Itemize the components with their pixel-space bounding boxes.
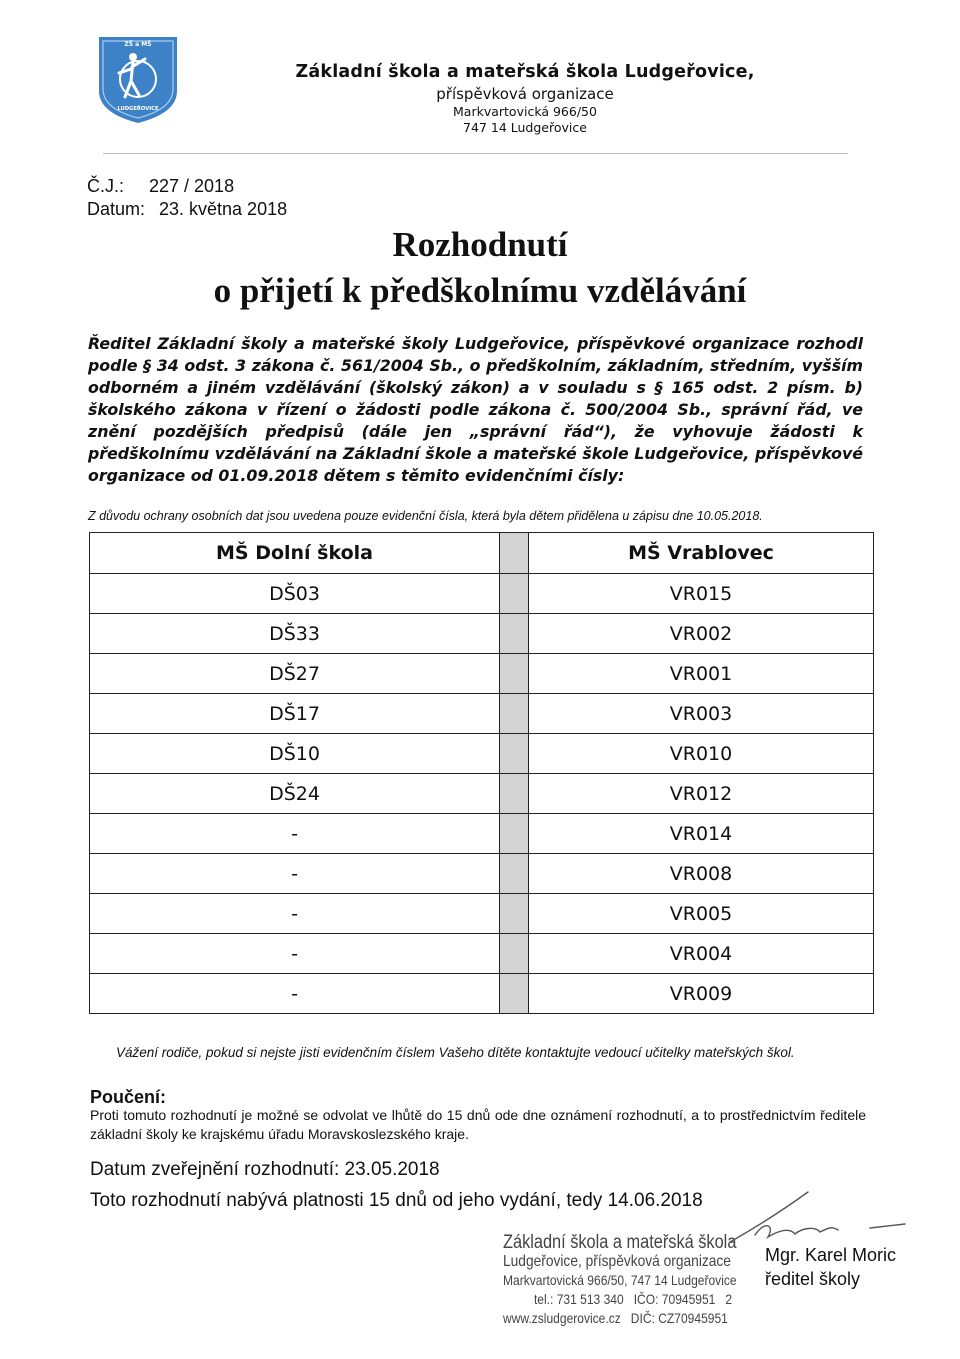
instruction-text: Proti tomuto rozhodnutí je možné se odvolat ve lhůtě do 15 dnů ode dne oznámení rozhodnutí, a to prostřednictvím ředitele základní školy ke krajskému úřadu Moravskoslezského kraje. <box>90 1107 866 1142</box>
stamp-extra: 2 <box>725 1291 733 1307</box>
stamp-line3: Markvartovická 966/50, 747 14 Ludgeřovice <box>503 1272 737 1288</box>
cell-vrablovec: VR002 <box>529 614 874 654</box>
decision-text: Ředitel Základní školy a mateřské školy Ludgeřovice, příspěvkové organizace rozhodl podle § 34 odst. 3 zákona č. 561/2004 Sb., o předškolním, základním, středním, vyšším odborném a jiném vzdělávání (školský zákon) a v souladu s § 165 odst. 2 písm. b) školského zákona v řízení o žádosti podle zákona č. 500/2004 Sb., správní řád, ve znění pozdějších předpisů (dále jen „správní řád“), že vyhovuje žádosti k předškolnímu vzdělávání na Základní škole a mateřské škole Ludgeřovice, příspěvkové organizace od 01.09.2018 dětem s těmito evidenčními čísly: <box>88 334 863 485</box>
table-row <box>90 894 874 934</box>
table-row <box>90 854 874 894</box>
school-logo-icon <box>93 33 183 125</box>
cell-vrablovec: VR005 <box>529 894 874 934</box>
cell-vrablovec: VR014 <box>529 814 874 854</box>
table-row <box>90 934 874 974</box>
reference-label: Č.J.: <box>87 176 125 196</box>
document-title <box>80 222 880 314</box>
cell-vrablovec: VR012 <box>529 774 874 814</box>
school-stamp <box>503 1232 737 1328</box>
cell-dolni-skola: - <box>90 854 500 894</box>
signer <box>765 1243 896 1291</box>
cell-dolni-skola: DŠ27 <box>90 654 500 694</box>
stamp-web: www.zsludgerovice.cz <box>503 1310 621 1326</box>
stamp-ico: IČO: 70945951 <box>633 1291 716 1307</box>
table-separator <box>500 574 529 614</box>
cell-dolni-skola: DŠ10 <box>90 734 500 774</box>
reference-value: 227 / 2018 <box>149 176 235 196</box>
table-row <box>90 974 874 1014</box>
table-separator <box>500 734 529 774</box>
stamp-line2: Ludgeřovice, příspěvková organizace <box>503 1253 731 1270</box>
stamp-web-row <box>503 1309 728 1328</box>
letterhead <box>200 62 850 135</box>
table-separator <box>500 533 529 574</box>
cell-dolni-skola: - <box>90 814 500 854</box>
signer-role: ředitel školy <box>765 1269 861 1289</box>
cell-dolni-skola: DŠ17 <box>90 694 500 734</box>
cell-vrablovec: VR001 <box>529 654 874 694</box>
table-separator <box>500 854 529 894</box>
signature <box>720 1190 910 1250</box>
cell-dolni-skola: DŠ03 <box>90 574 500 614</box>
cell-vrablovec: VR008 <box>529 854 874 894</box>
table-separator <box>500 774 529 814</box>
cell-dolni-skola: DŠ33 <box>90 614 500 654</box>
cell-dolni-skola: - <box>90 894 500 934</box>
cell-vrablovec: VR003 <box>529 694 874 734</box>
org-type: příspěvková organizace <box>436 85 614 103</box>
logo-bottom-text: LUDGEŘOVICE <box>117 106 159 112</box>
admitted-children-table <box>89 532 874 1014</box>
table-separator <box>500 974 529 1014</box>
table-row <box>90 694 874 734</box>
parents-note: Vážení rodiče, pokud si nejste jisti evidenčním číslem Vašeho dítěte kontaktujte vedoucí učitelky mateřských škol. <box>116 1045 795 1060</box>
stamp-dic: DIČ: CZ70945951 <box>630 1310 728 1326</box>
table-separator <box>500 814 529 854</box>
cell-vrablovec: VR010 <box>529 734 874 774</box>
address-line1: Markvartovická 966/50 <box>453 104 597 119</box>
validity-statement: Toto rozhodnutí nabývá platnosti 15 dnů od jeho vydání, tedy 14.06.2018 <box>90 1190 703 1211</box>
instruction-title: Poučení: <box>90 1087 167 1107</box>
stamp-phone: tel.: 731 513 340 <box>533 1291 624 1307</box>
document-meta <box>87 175 287 221</box>
title-line1: Rozhodnutí <box>392 225 568 264</box>
header-vrablovec: MŠ Vrablovec <box>529 533 874 574</box>
publication-date <box>90 1159 440 1181</box>
logo-top-text: ZŠ a MŠ <box>124 41 152 48</box>
stamp-contact-row <box>503 1290 733 1309</box>
cell-vrablovec: VR004 <box>529 934 874 974</box>
table-row <box>90 654 874 694</box>
date-row <box>87 198 287 221</box>
stamp-line1: Základní škola a mateřská škola <box>503 1232 737 1253</box>
table-separator <box>500 934 529 974</box>
reference-row <box>87 175 287 198</box>
table-row <box>90 774 874 814</box>
header-dolni-skola: MŠ Dolní škola <box>90 533 500 574</box>
address-line2: 747 14 Ludgeřovice <box>463 120 587 135</box>
table-separator <box>500 894 529 934</box>
privacy-note: Z důvodu ochrany osobních dat jsou uvedena pouze evidenční čísla, která byla dětem přidělena u zápisu dne 10.05.2018. <box>88 509 763 523</box>
signer-name: Mgr. Karel Moric <box>765 1245 897 1265</box>
cell-dolni-skola: - <box>90 974 500 1014</box>
table-header-row <box>90 533 874 574</box>
table-row <box>90 614 874 654</box>
table-row <box>90 734 874 774</box>
table-row <box>90 574 874 614</box>
title-line2: o přijetí k předškolnímu vzdělávání <box>213 271 747 310</box>
table-row <box>90 814 874 854</box>
table-separator <box>500 614 529 654</box>
cell-dolni-skola: DŠ24 <box>90 774 500 814</box>
publication-value: 23.05.2018 <box>344 1159 440 1180</box>
table-separator <box>500 694 529 734</box>
date-value: 23. května 2018 <box>159 199 288 219</box>
publication-label: Datum zveřejnění rozhodnutí: <box>90 1159 340 1180</box>
cell-dolni-skola: - <box>90 934 500 974</box>
school-logo <box>93 33 183 125</box>
header-divider <box>103 153 848 154</box>
cell-vrablovec: VR015 <box>529 574 874 614</box>
school-name: Základní škola a mateřská škola Ludgeřovice, <box>295 62 755 82</box>
date-label: Datum: <box>87 199 146 219</box>
table-separator <box>500 654 529 694</box>
signature-icon <box>720 1190 910 1250</box>
cell-vrablovec: VR009 <box>529 974 874 1014</box>
